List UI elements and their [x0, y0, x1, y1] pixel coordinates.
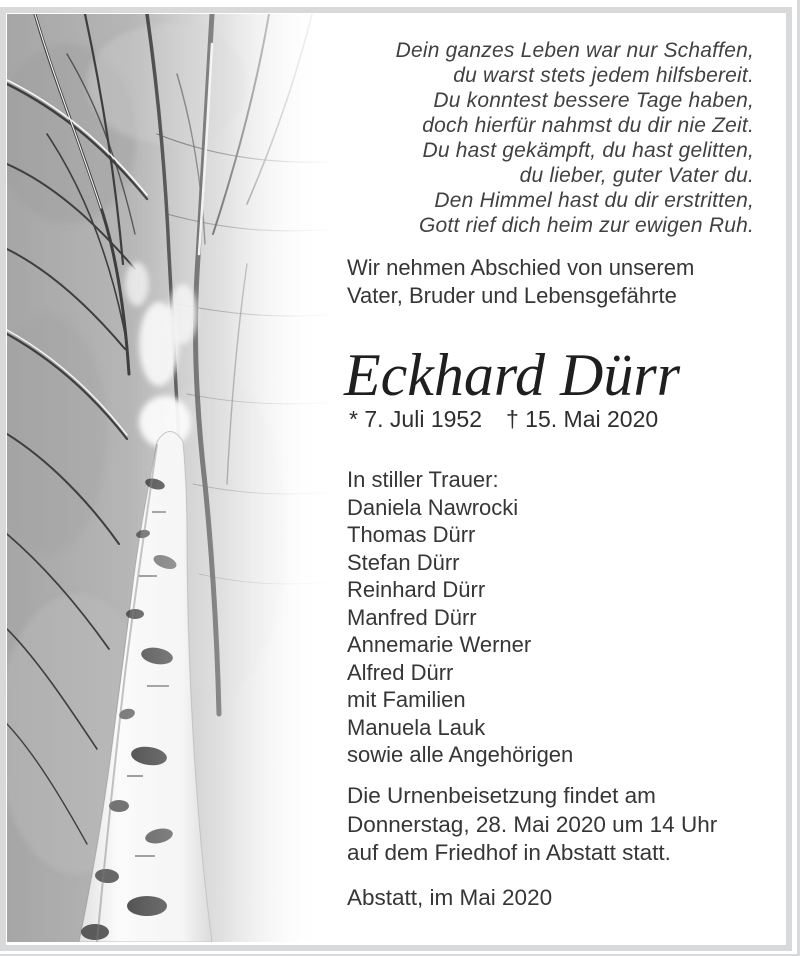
memorial-poem — [396, 38, 754, 238]
mourner-name: Annemarie Werner — [347, 632, 532, 657]
mourner-name: Reinhard Dürr — [347, 577, 486, 602]
poem-line: du lieber, guter Vater du. — [519, 164, 754, 187]
birch-tree-photo — [7, 14, 339, 942]
poem-line: Du hast gekämpft, du hast gelitten, — [422, 139, 754, 162]
mourner-name: Daniela Nawrocki — [347, 494, 519, 520]
deceased-name: Eckhard Dürr — [344, 342, 681, 408]
mourner-name: Alfred Dürr — [347, 659, 454, 685]
mourner-name: Thomas Dürr — [347, 522, 476, 547]
funeral-line: Donnerstag, 28. Mai 2020 um 14 Uhr — [347, 811, 718, 837]
mourner-name: Stefan Dürr — [347, 549, 460, 575]
poem-line: Dein ganzes Leben war nur Schaffen, — [395, 39, 754, 62]
life-dates — [349, 406, 658, 432]
funeral-info — [347, 782, 717, 868]
mourner-name: Manfred Dürr — [347, 604, 477, 630]
death-date: † 15. Mai 2020 — [505, 406, 659, 432]
birch-tree-illustration — [7, 14, 339, 942]
mourner-name: mit Familien — [347, 687, 466, 712]
poem-line: du warst stets jedem hilfsbereit. — [453, 64, 754, 87]
poem-line: doch hierfür nahmst du dir nie Zeit. — [422, 114, 754, 137]
poem-line: Den Himmel hast du dir erstritten, — [434, 189, 754, 212]
closing-line: Abstatt, im Mai 2020 — [347, 885, 553, 910]
poem-line: Du konntest bessere Tage haben, — [433, 89, 754, 112]
funeral-line: Die Urnenbeisetzung findet am — [347, 783, 656, 808]
funeral-line: auf dem Friedhof in Abstatt statt. — [347, 840, 671, 865]
birth-date: * 7. Juli 1952 — [349, 406, 482, 432]
intro-line: Vater, Bruder und Lebensgefährte — [347, 283, 677, 308]
mourners-title: In stiller Trauer: — [347, 467, 499, 492]
poem-line: Gott rief dich heim zur ewigen Ruh. — [419, 214, 754, 237]
mourner-name: sowie alle Angehörigen — [347, 742, 574, 767]
farewell-intro — [347, 254, 694, 310]
mourners-list — [347, 466, 573, 769]
intro-line: Wir nehmen Abschied von unserem — [347, 255, 695, 280]
mourner-name: Manuela Lauk — [347, 714, 486, 740]
